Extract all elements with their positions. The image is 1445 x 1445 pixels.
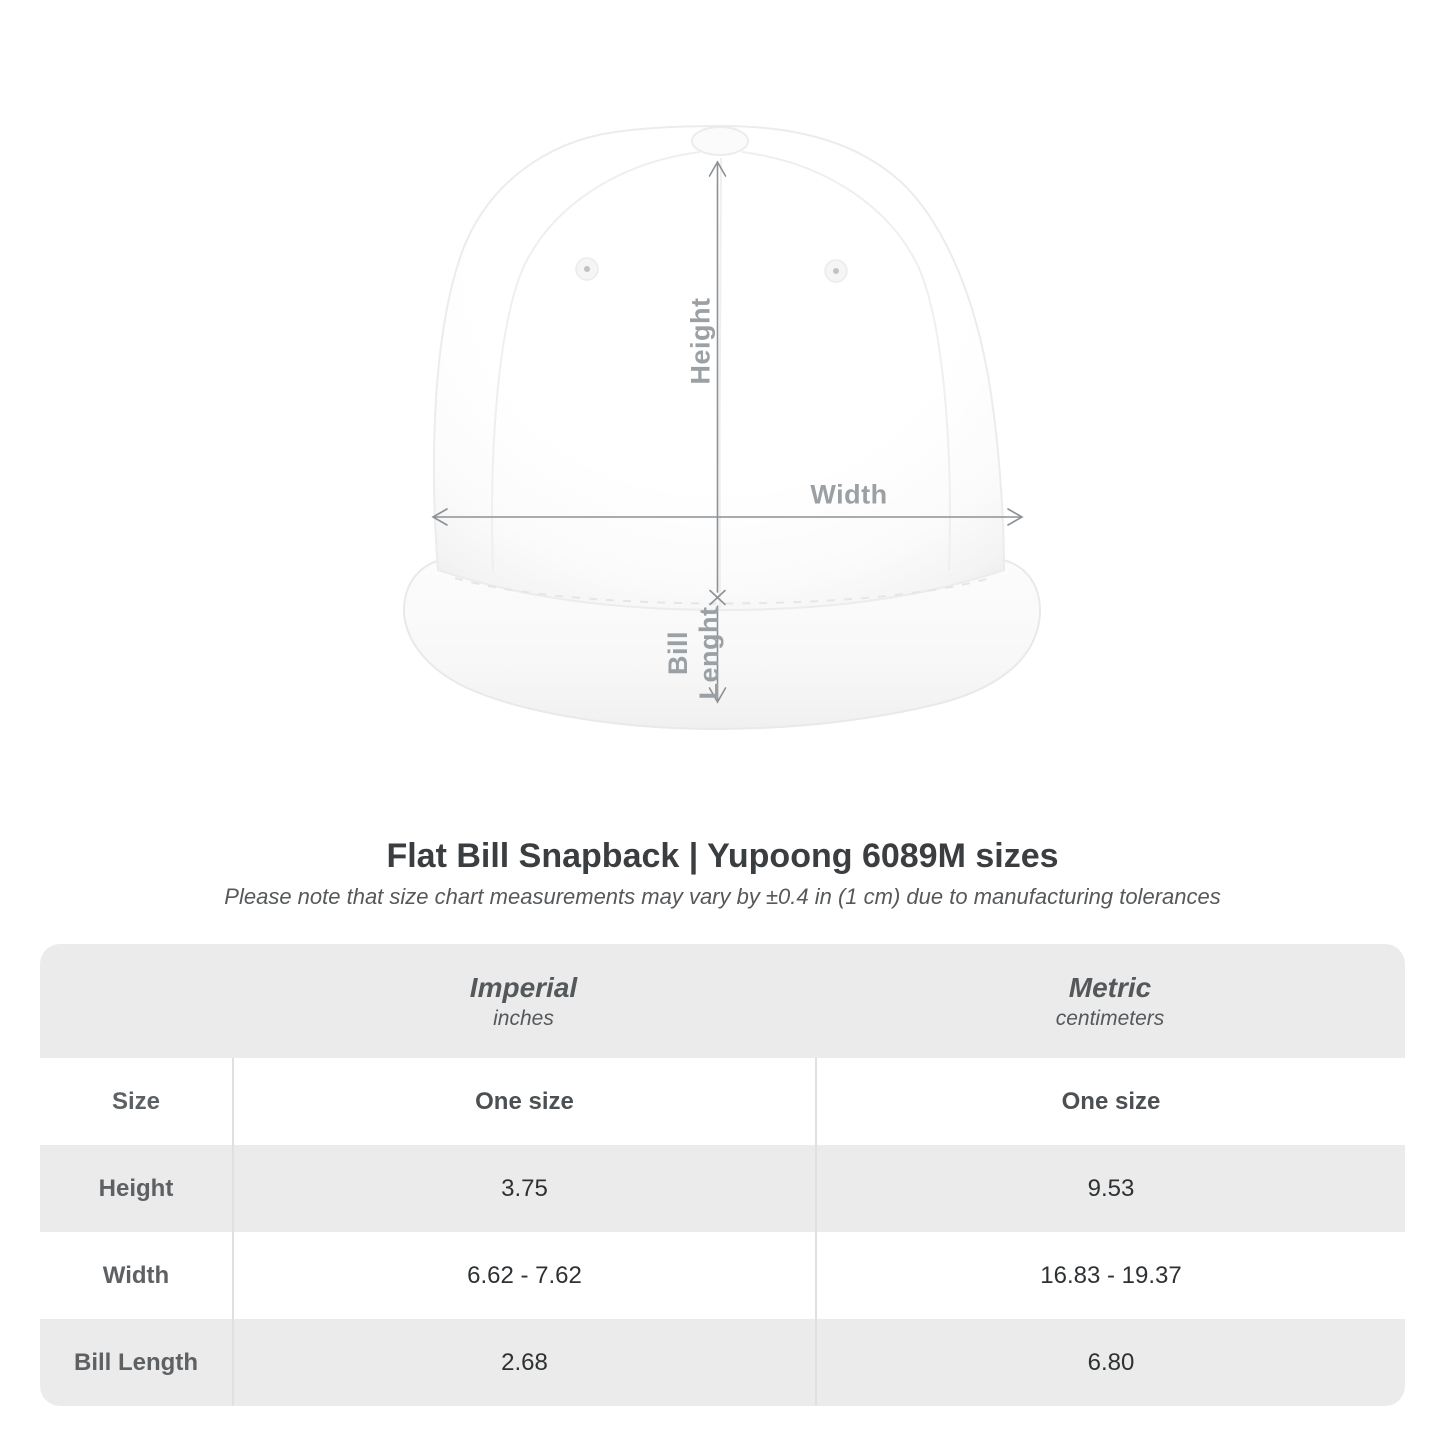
table-row <box>40 1145 1405 1232</box>
bill-length-imperial-value: 2.68 <box>232 1319 815 1406</box>
height-annotation-label: Height <box>685 297 716 385</box>
table-row <box>40 1319 1405 1406</box>
tolerance-note: Please note that size chart measurements may vary by ±0.4 in (1 cm) due to manufacturing tolerances <box>224 884 1221 909</box>
imperial-header-label: Imperial <box>469 971 578 1003</box>
metric-header-unit: centimeters <box>1055 1006 1165 1030</box>
bill-length-annotation-line1: Bill <box>663 630 693 676</box>
width-metric-value: 16.83 - 19.37 <box>815 1232 1405 1319</box>
hat-button <box>692 127 748 155</box>
height-imperial-value: 3.75 <box>232 1145 815 1232</box>
row-label-height: Height <box>98 1174 174 1202</box>
metric-header-label: Metric <box>1068 971 1152 1003</box>
table-header-spacer <box>40 944 232 1058</box>
table-row <box>40 1232 1405 1319</box>
title-block <box>0 810 1445 910</box>
width-annotation-label: Width <box>810 479 888 510</box>
imperial-header-unit: inches <box>493 1006 554 1030</box>
row-label-bill-length: Bill Length <box>74 1348 198 1376</box>
size-metric-value: One size <box>815 1058 1405 1145</box>
row-label-width: Width <box>102 1261 170 1289</box>
bill-length-metric-value: 6.80 <box>815 1319 1405 1406</box>
metric-column-header <box>815 944 1405 1058</box>
table-row <box>40 1058 1405 1145</box>
width-imperial-value: 6.62 - 7.62 <box>232 1232 815 1319</box>
table-header-row <box>40 944 1405 1058</box>
bill-length-annotation-line2: Lenght <box>694 606 724 700</box>
bill-length-annotation-label <box>663 607 725 700</box>
page-title: Flat Bill Snapback | Yupoong 6089M sizes <box>386 837 1059 875</box>
imperial-column-header <box>232 944 815 1058</box>
size-imperial-value: One size <box>232 1058 815 1145</box>
height-metric-value: 9.53 <box>815 1145 1405 1232</box>
row-label-size: Size <box>111 1087 161 1115</box>
size-chart-table <box>40 944 1405 1406</box>
